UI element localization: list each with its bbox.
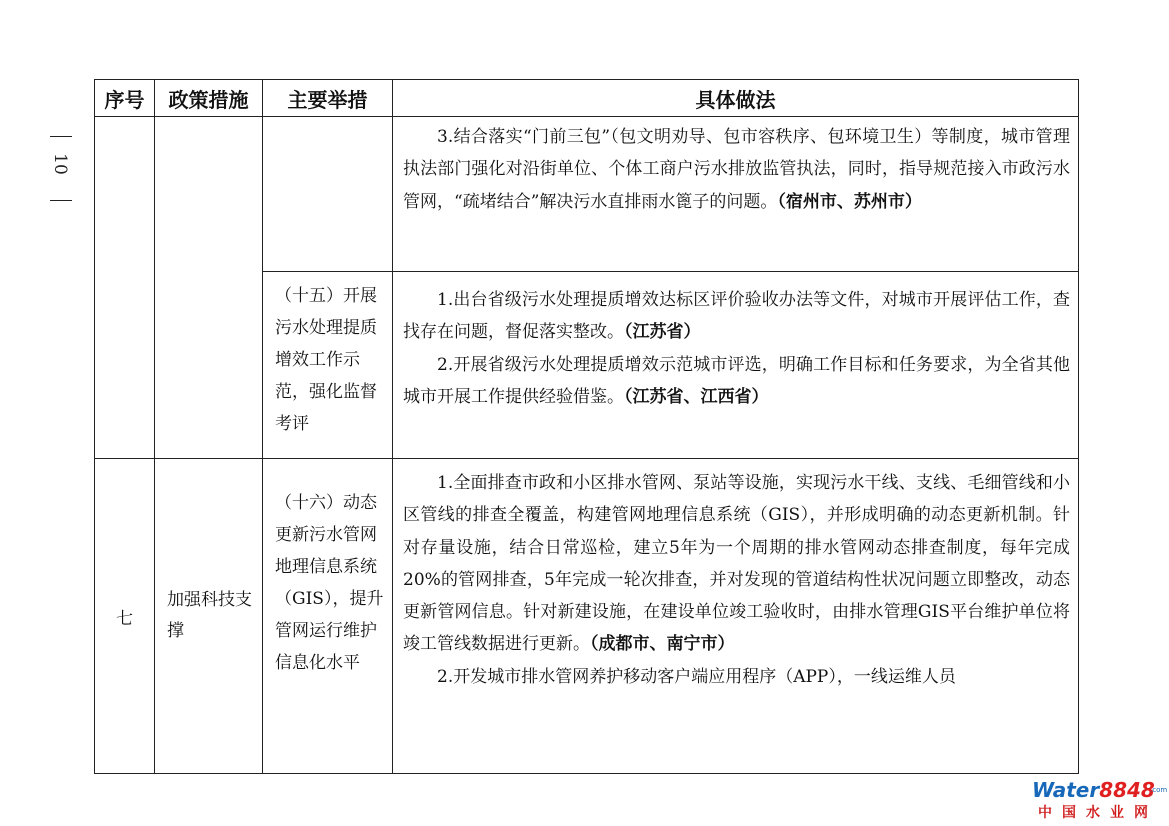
table-row — [95, 117, 1079, 272]
header-measure: 主要举措 — [263, 80, 393, 117]
seq-cell — [95, 117, 155, 459]
logo-word-red: 8848 — [1099, 778, 1155, 802]
paragraph-text: 2.开发城市排水管网养护移动客户端应用程序（APP），一线运维人员 — [437, 666, 956, 687]
measure-cell: （十五）开展污水处理提质增效工作示范，强化监督考评 — [263, 272, 393, 459]
policy-cell — [155, 117, 263, 459]
page-number-value: 10 — [50, 153, 70, 175]
table-header-row — [95, 80, 1079, 117]
paragraph-text: 3.结合落实“门前三包”（包文明劝导、包市容秩序、包环境卫生）等制度，城市管理执法部门强化对沿街单位、个体工商户污水排放监管执法，同时，指导规范接入市政污水管网，“疏堵结合”解决污水直排雨水篦子的问题。 — [403, 127, 1070, 212]
policy-cell: 加强科技支撑 — [155, 459, 263, 774]
paragraph-text: 2.开展省级污水处理提质增效示范城市评选，明确工作目标和任务要求，为全省其他城市开展工作提供经验借鉴。 — [403, 354, 1070, 407]
table-row — [95, 459, 1079, 774]
paragraph-text: 1.全面排查市政和小区排水管网、泵站等设施，实现污水干线、支线、毛细管线和小区管线的排查全覆盖，构建管网地理信息系统（GIS），并形成明确的动态更新机制。针对存量设施，结合日常巡检，建立5年为一个周期的排水管网动态排查制度，每年完成20%的管网排查，5年完成一轮次排查，并对发现的管道结构性状况问题立即整改，动态更新管网信息。针对新建设施，在建设单位竣工验收时，由排水管理GIS平台维护单位将竣工管线数据进行更新。 — [403, 473, 1070, 655]
paragraph-text: 1.出台省级污水处理提质增效达标区评价验收办法等文件，对城市开展评估工作，查找存在问题，督促落实整改。 — [403, 290, 1070, 343]
page-number — [40, 128, 80, 218]
practice-paragraph — [403, 661, 1070, 693]
header-policy: 政策措施 — [155, 80, 263, 117]
header-practice: 具体做法 — [393, 80, 1079, 117]
paragraph-source: （成都市、南宁市） — [590, 634, 735, 655]
logo-suffix: .com — [1150, 786, 1168, 794]
water8848-logo — [1032, 778, 1168, 822]
measure-cell: （十六）动态更新污水管网地理信息系统（GIS），提升管网运行维护信息化水平 — [263, 459, 393, 774]
policy-table — [94, 79, 1079, 774]
page-number-dash-bottom — [50, 200, 72, 201]
logo-chinese-name: 中国水业网 — [1038, 805, 1158, 821]
paragraph-source: （宿州市、苏州市） — [777, 191, 922, 212]
seq-cell: 七 — [95, 459, 155, 774]
page-number-dash-top — [50, 136, 72, 137]
logo-wordmark — [1032, 778, 1155, 802]
practice-cell — [393, 117, 1079, 272]
practice-paragraph — [403, 467, 1070, 661]
practice-paragraph — [403, 121, 1070, 218]
practice-paragraph — [403, 349, 1070, 414]
practice-paragraph — [403, 284, 1070, 349]
header-seq: 序号 — [95, 80, 155, 117]
paragraph-source: （江苏省） — [624, 322, 701, 343]
practice-cell — [393, 272, 1079, 459]
practice-cell — [393, 459, 1079, 774]
logo-word-blue: Water — [1032, 778, 1100, 802]
paragraph-source: （江苏省、江西省） — [624, 386, 769, 407]
measure-cell — [263, 117, 393, 272]
